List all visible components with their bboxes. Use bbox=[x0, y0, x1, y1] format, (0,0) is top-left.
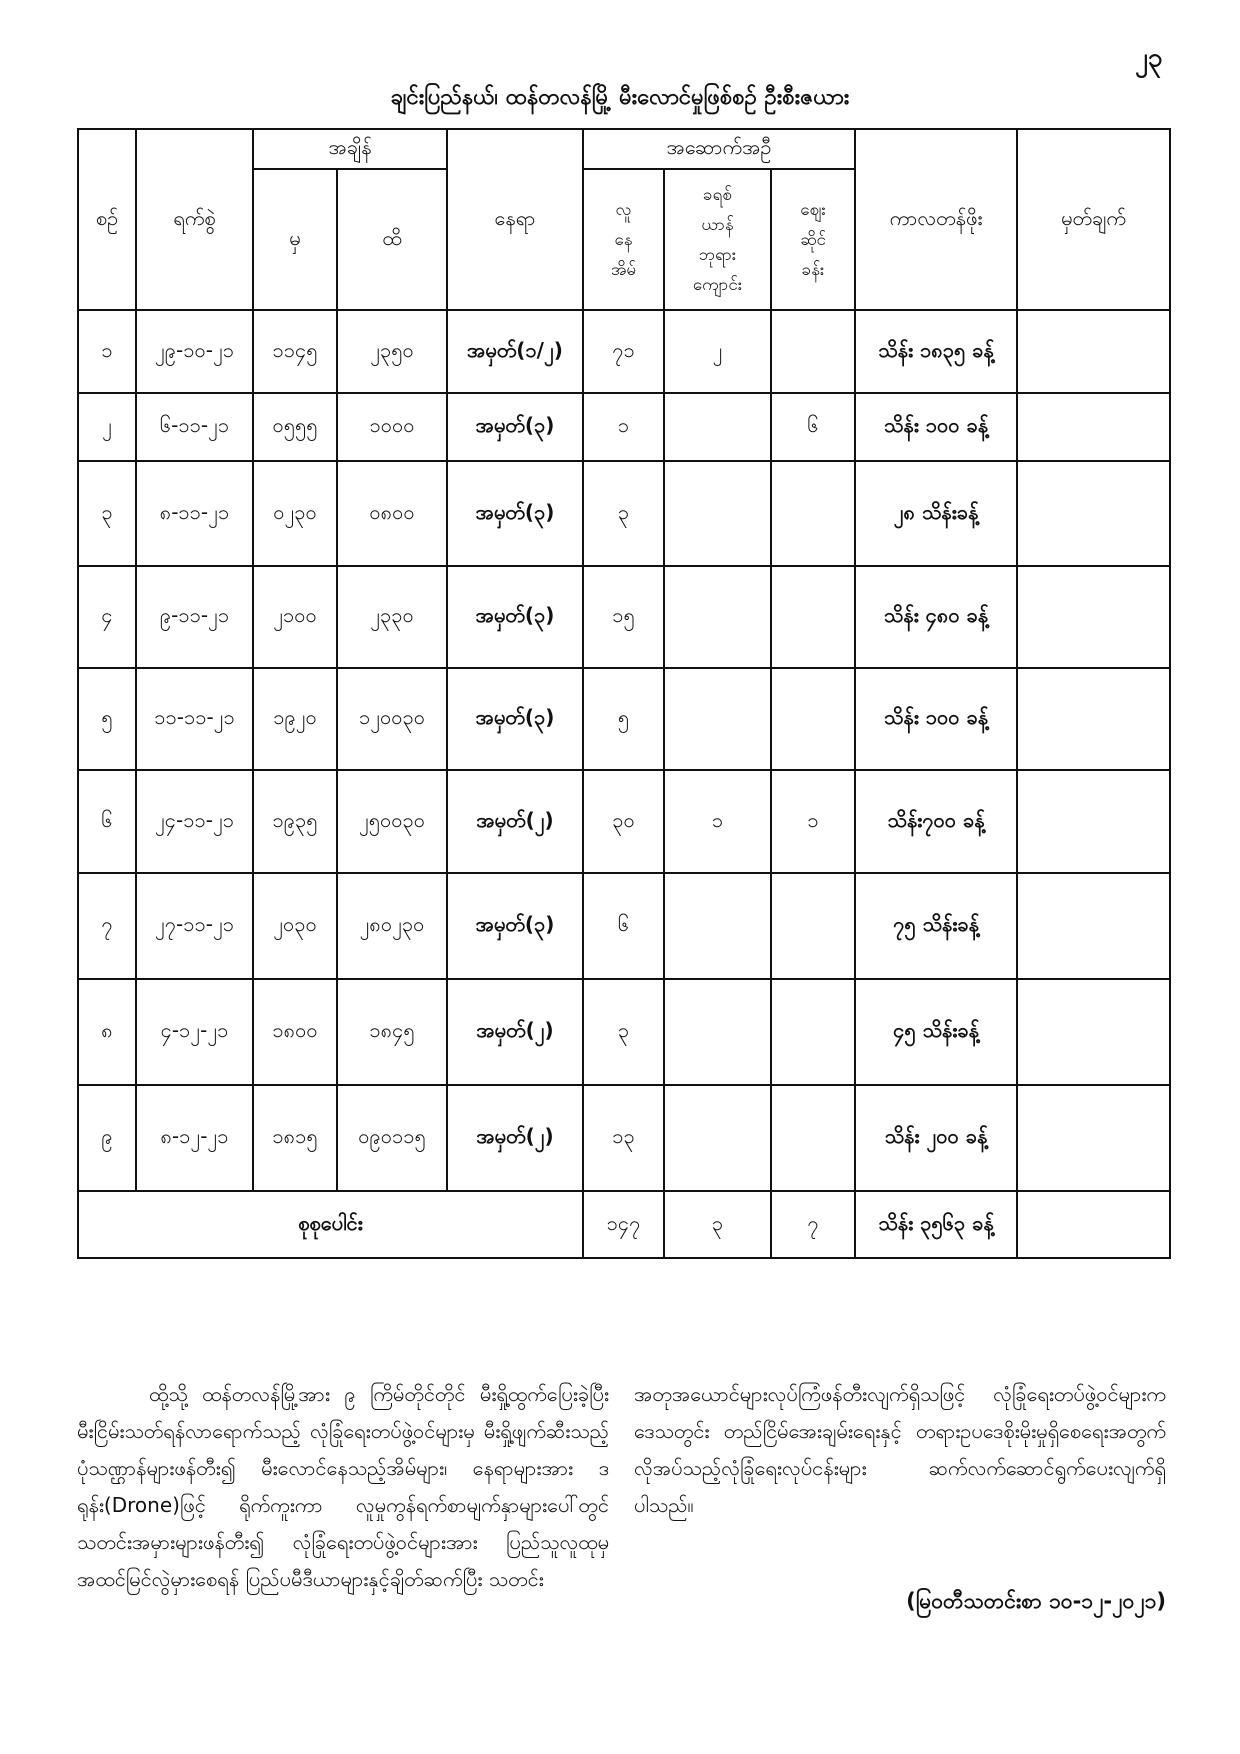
cell-house: ၃ bbox=[583, 979, 664, 1085]
cell-from: ၀၂၃၀ bbox=[253, 461, 337, 566]
table-row bbox=[78, 1085, 1170, 1191]
cell-duration: သိန်း ၁၀၀ ခန့် bbox=[855, 393, 1017, 461]
cell-duration: သိန်း၇၀၀ ခန့် bbox=[855, 770, 1017, 873]
cell-remark bbox=[1017, 1085, 1170, 1191]
cell-place: အမှတ်(၃) bbox=[447, 393, 583, 461]
table-row bbox=[78, 461, 1170, 566]
cell-shop: ၆ bbox=[771, 393, 855, 461]
header-religious: ခရစ် ယာန် ဘုရား ကျောင်း bbox=[664, 169, 771, 310]
total-row bbox=[78, 1191, 1170, 1258]
cell-religious bbox=[664, 873, 771, 979]
cell-house: ၁၅ bbox=[583, 566, 664, 668]
cell-remark bbox=[1017, 310, 1170, 393]
cell-house: ၅ bbox=[583, 668, 664, 770]
cell-no: ၃ bbox=[78, 461, 136, 566]
page-number: ၂၃ bbox=[1135, 43, 1163, 73]
cell-place: အမှတ်(၁/၂) bbox=[447, 310, 583, 393]
cell-no: ၆ bbox=[78, 770, 136, 873]
cell-date: ၆-၁၁-၂၁ bbox=[136, 393, 253, 461]
table-row bbox=[78, 979, 1170, 1085]
table-row bbox=[78, 770, 1170, 873]
cell-shop bbox=[771, 461, 855, 566]
cell-no: ၉ bbox=[78, 1085, 136, 1191]
total-religious: ၃ bbox=[664, 1191, 771, 1258]
header-time-to: ထိ bbox=[337, 169, 447, 310]
cell-remark bbox=[1017, 873, 1170, 979]
cell-date: ၈-၁၁-၂၁ bbox=[136, 461, 253, 566]
cell-from: ၂၁၀၀ bbox=[253, 566, 337, 668]
total-house: ၁၄၇ bbox=[583, 1191, 664, 1258]
total-duration: သိန်း ၃၅၆၃ ခန့် bbox=[855, 1191, 1017, 1258]
total-shop: ၇ bbox=[771, 1191, 855, 1258]
page-title: ချင်းပြည်နယ်၊ ထန်တလန်မြို့ မီးလောင်မှုဖြစ်စဉ် ဦးစီးဇယား bbox=[390, 85, 850, 110]
cell-date: ၂၄-၁၁-၂၁ bbox=[136, 770, 253, 873]
cell-house: ၁၃ bbox=[583, 1085, 664, 1191]
cell-religious bbox=[664, 668, 771, 770]
cell-religious bbox=[664, 393, 771, 461]
cell-place: အမှတ်(၃) bbox=[447, 566, 583, 668]
cell-duration: ၄၅ သိန်းခန့် bbox=[855, 979, 1017, 1085]
cell-from: ၁၁၄၅ bbox=[253, 310, 337, 393]
cell-remark bbox=[1017, 770, 1170, 873]
cell-place: အမှတ်(၂) bbox=[447, 979, 583, 1085]
cell-shop: ၁ bbox=[771, 770, 855, 873]
cell-date: ၉-၁၁-၂၁ bbox=[136, 566, 253, 668]
fire-incident-table bbox=[77, 128, 1171, 1259]
cell-no: ၇ bbox=[78, 873, 136, 979]
cell-house: ၆ bbox=[583, 873, 664, 979]
cell-duration: ၂၈ သိန်းခန့် bbox=[855, 461, 1017, 566]
cell-place: အမှတ်(၂) bbox=[447, 770, 583, 873]
cell-place: အမှတ်(၃) bbox=[447, 461, 583, 566]
cell-duration: သိန်း ၄၈၀ ခန့် bbox=[855, 566, 1017, 668]
cell-date: ၄-၁၂-၂၁ bbox=[136, 979, 253, 1085]
body-paragraph-left: ထို့သို့ ထန်တလန်မြို့အား ၉ ကြိမ်တိုင်တိုင် မီးရှို့ထွက်ပြေးခဲ့ပြီး မီးငြိမ်းသတ်ရန်လာရောက်သည့် လုံခြုံရေးတပ်ဖွဲ့ဝင်များမှ မီးရှို့ဖျက်ဆီးသည့် ပုံသဏ္ဌာန်များဖန်တီး၍ မီးလောင်နေသည့်အိမ်များ၊ နေရာများအား ဒရုန်း(Drone)ဖြင့် ရိုက်ကူးကာ လူမှုကွန်ရက်စာမျက်နှာများပေါ်တွင် သတင်းအမှားများဖန်တီး၍ လုံခြုံရေးတပ်ဖွဲ့ဝင်များအား ပြည်သူလူထုမှ အထင်မြင်လွဲမှားစေရန် ပြည်ပမီဒီယာများနှင့်ချိတ်ဆက်ပြီး သတင်း bbox=[77, 1382, 609, 1591]
cell-religious bbox=[664, 461, 771, 566]
cell-to: ၁၂၀၀၃၀ bbox=[337, 668, 447, 770]
body-paragraph-right: အတုအယောင်များလုပ်ကြံဖန်တီးလျက်ရှိသဖြင့် လုံခြုံရေးတပ်ဖွဲ့ဝင်များက ဒေသတွင်း တည်ငြိမ်အေးချမ်းရေးနှင့် တရားဥပဒေစိုးမိုးမှုရှိစေရေးအတွက် လိုအပ်သည့်လုံခြုံရေးလုပ်ငန်းများ ဆက်လက်ဆောင်ရွက်ပေးလျက်ရှိပါသည်။ bbox=[634, 1382, 1166, 1517]
cell-no: ၈ bbox=[78, 979, 136, 1085]
table-row bbox=[78, 566, 1170, 668]
cell-place: အမှတ်(၂) bbox=[447, 1085, 583, 1191]
total-remark bbox=[1017, 1191, 1170, 1258]
cell-shop bbox=[771, 310, 855, 393]
table-row bbox=[78, 873, 1170, 979]
cell-place: အမှတ်(၃) bbox=[447, 873, 583, 979]
cell-duration: သိန်း ၁၈၃၅ ခန့် bbox=[855, 310, 1017, 393]
table-row bbox=[78, 393, 1170, 461]
header-duration: ကာလတန်ဖိုး bbox=[855, 129, 1017, 310]
cell-date: ၂၇-၁၁-၂၁ bbox=[136, 873, 253, 979]
header-place: နေရာ bbox=[447, 129, 583, 310]
header-buildings: အဆောက်အဦ bbox=[583, 129, 855, 169]
cell-remark bbox=[1017, 979, 1170, 1085]
cell-no: ၅ bbox=[78, 668, 136, 770]
cell-date: ၂၉-၁၀-၂၁ bbox=[136, 310, 253, 393]
cell-from: ၁၉၂၀ bbox=[253, 668, 337, 770]
cell-religious bbox=[664, 566, 771, 668]
cell-shop bbox=[771, 979, 855, 1085]
cell-date: ၁၁-၁၁-၂၁ bbox=[136, 668, 253, 770]
cell-to: ၀၈၀၀ bbox=[337, 461, 447, 566]
cell-duration: ၇၅ သိန်းခန့် bbox=[855, 873, 1017, 979]
cell-religious: ၂ bbox=[664, 310, 771, 393]
header-remark: မှတ်ချက် bbox=[1017, 129, 1170, 310]
cell-from: ၁၈၁၅ bbox=[253, 1085, 337, 1191]
cell-duration: သိန်း ၂၀၀ ခန့် bbox=[855, 1085, 1017, 1191]
cell-house: ၃၀ bbox=[583, 770, 664, 873]
header-time-from: မှ bbox=[253, 169, 337, 310]
cell-to: ၁၀၀၀ bbox=[337, 393, 447, 461]
cell-religious: ၁ bbox=[664, 770, 771, 873]
cell-remark bbox=[1017, 566, 1170, 668]
cell-date: ၈-၁၂-၂၁ bbox=[136, 1085, 253, 1191]
cell-house: ၁ bbox=[583, 393, 664, 461]
cell-to: ၁၈၄၅ bbox=[337, 979, 447, 1085]
table-row bbox=[78, 310, 1170, 393]
cell-remark bbox=[1017, 668, 1170, 770]
cell-to: ၀၉၀၁၁၅ bbox=[337, 1085, 447, 1191]
cell-no: ၄ bbox=[78, 566, 136, 668]
cell-religious bbox=[664, 979, 771, 1085]
cell-religious bbox=[664, 1085, 771, 1191]
cell-to: ၂၈၀၂၃၀ bbox=[337, 873, 447, 979]
cell-house: ၇၁ bbox=[583, 310, 664, 393]
cell-shop bbox=[771, 566, 855, 668]
cell-shop bbox=[771, 873, 855, 979]
cell-house: ၃ bbox=[583, 461, 664, 566]
header-house: လူ နေ အိမ် bbox=[583, 169, 664, 310]
cell-no: ၁ bbox=[78, 310, 136, 393]
cell-from: ၁၈၀၀ bbox=[253, 979, 337, 1085]
cell-from: ၂၀၃၀ bbox=[253, 873, 337, 979]
cell-remark bbox=[1017, 393, 1170, 461]
cell-to: ၂၃၃၀ bbox=[337, 566, 447, 668]
cell-shop bbox=[771, 668, 855, 770]
cell-shop bbox=[771, 1085, 855, 1191]
header-no: စဉ် bbox=[78, 129, 136, 310]
cell-from: ၀၅၅၅ bbox=[253, 393, 337, 461]
cell-to: ၂၅၀၀၃၀ bbox=[337, 770, 447, 873]
cell-to: ၂၃၅၀ bbox=[337, 310, 447, 393]
total-label: စုစုပေါင်း bbox=[78, 1191, 583, 1258]
header-time: အချိန် bbox=[253, 129, 447, 169]
source-citation: (မြဝတီသတင်းစာ ၁၀-၁၂-၂၀၂၁) bbox=[906, 1589, 1166, 1613]
header-date: ရက်စွဲ bbox=[136, 129, 253, 310]
cell-from: ၁၉၃၅ bbox=[253, 770, 337, 873]
cell-remark bbox=[1017, 461, 1170, 566]
header-shop: ဈေး ဆိုင် ခန်း bbox=[771, 169, 855, 310]
cell-no: ၂ bbox=[78, 393, 136, 461]
cell-place: အမှတ်(၃) bbox=[447, 668, 583, 770]
table-row bbox=[78, 668, 1170, 770]
cell-duration: သိန်း ၁၀၀ ခန့် bbox=[855, 668, 1017, 770]
